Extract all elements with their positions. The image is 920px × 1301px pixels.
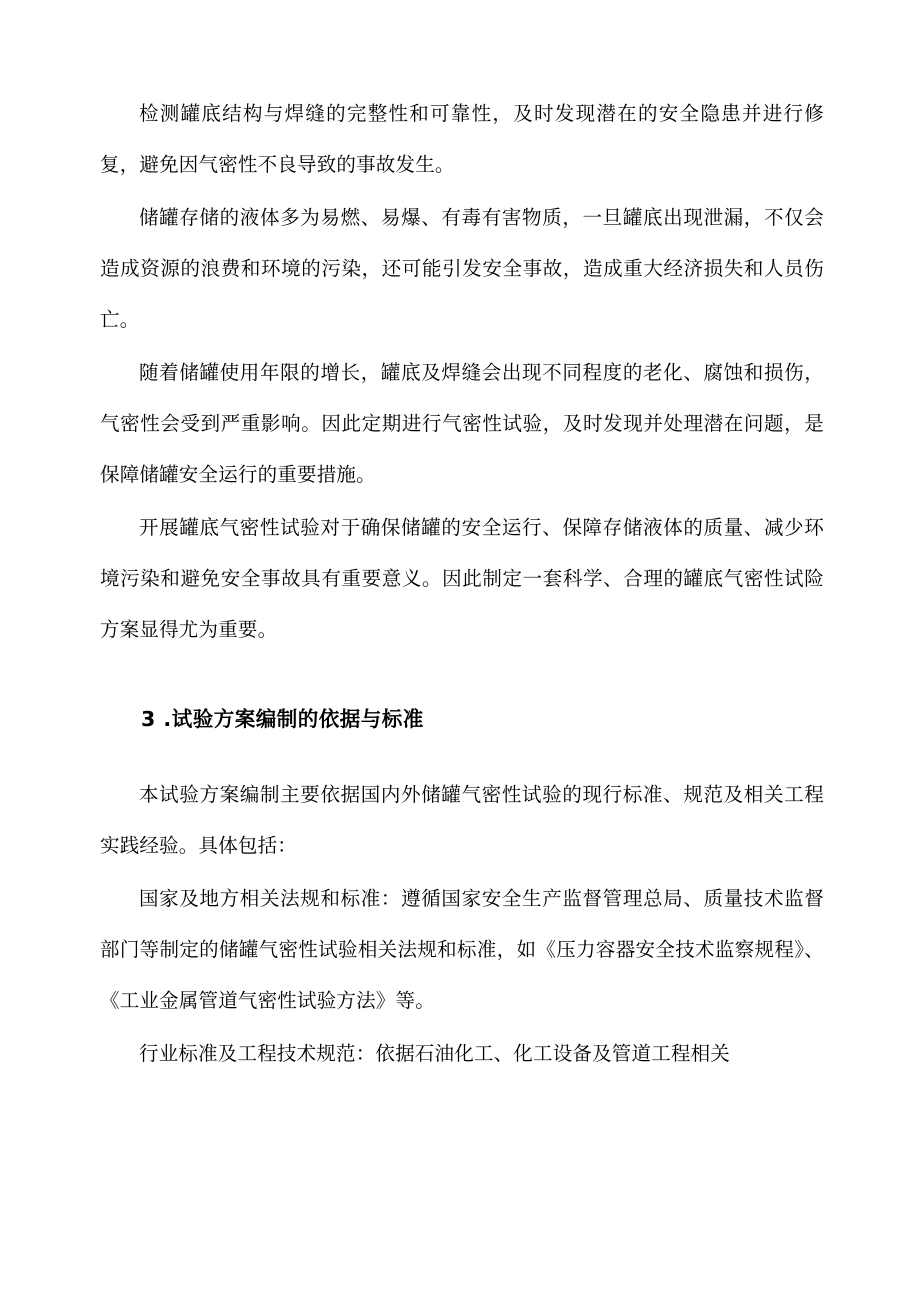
paragraph: 国家及地方相关法规和标准：遵循国家安全生产监督管理总局、质量技术监督部门等制定的储罐气密性试验相关法规和标准，如《压力容器安全技术监察规程》、《工业金属管道气密性试验方法》等。 (100, 887, 824, 1012)
section-heading: 3 .试验方案编制的依据与标准 (141, 707, 424, 731)
paragraph: 本试验方案编制主要依据国内外储罐气密性试验的现行标准、规范及相关工程实践经验。具体包括： (100, 783, 824, 857)
document-body (100, 88, 824, 1079)
paragraph: 检测罐底结构与焊缝的完整性和可靠性，及时发现潜在的安全隐患并进行修复，避免因气密性不良导致的事故发生。 (100, 102, 824, 176)
paragraph: 开展罐底气密性试验对于确保储罐的安全运行、保障存储液体的质量、减少环境污染和避免安全事故具有重要意义。因此制定一套科学、合理的罐底气密性试险方案显得尤为重要。 (100, 516, 824, 641)
paragraph: 行业标准及工程技术规范：依据石油化工、化工设备及管道工程相关 (139, 1042, 731, 1065)
paragraph: 储罐存储的液体多为易燃、易爆、有毒有害物质，一旦罐底出现泄漏，不仅会造成资源的浪费和环境的污染，还可能引发安全事故，造成重大经济损失和人员伤亡。 (100, 206, 824, 331)
paragraph: 随着储罐使用年限的增长，罐底及焊缝会出现不同程度的老化、腐蚀和损伤，气密性会受到严重影响。因此定期进行气密性试验，及时发现并处理潜在问题，是保障储罐安全运行的重要措施。 (100, 361, 824, 486)
